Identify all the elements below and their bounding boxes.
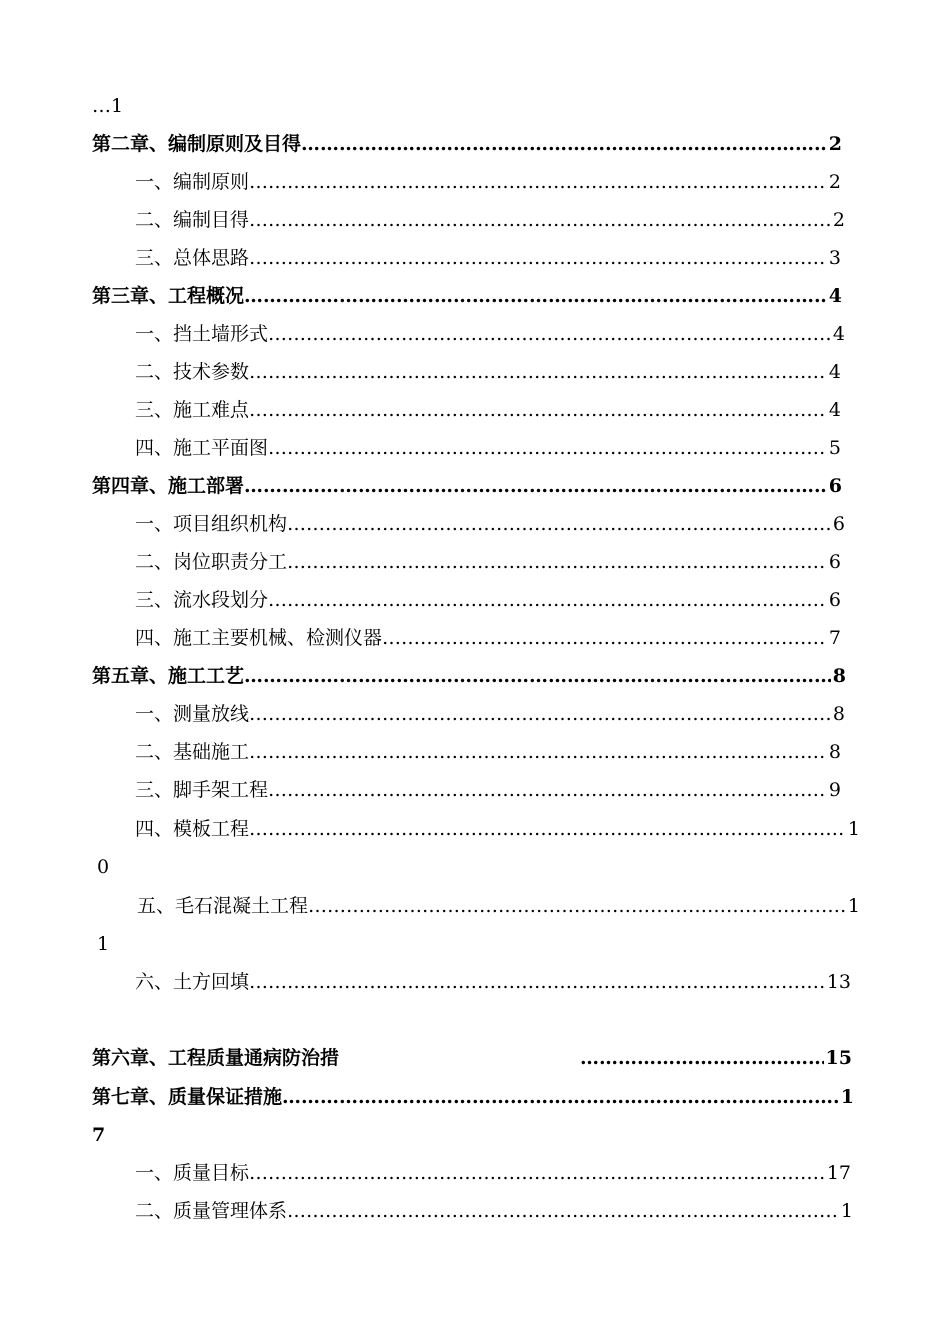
toc-entry-page: 2	[828, 171, 841, 193]
toc-leader-dots	[249, 247, 827, 269]
toc-entry-title: 五、毛石混凝土工程	[137, 895, 309, 917]
toc-entry-page: 4	[828, 361, 841, 383]
toc-entry-section[interactable]	[137, 895, 860, 917]
toc-leader-dots	[249, 361, 827, 383]
toc-entry-section[interactable]	[135, 741, 841, 763]
toc-entry-chapter-3[interactable]	[92, 285, 842, 307]
toc-entry-page: 2	[828, 133, 842, 155]
toc-entry-chapter-7[interactable]	[92, 1086, 854, 1108]
toc-entry-page: 9	[828, 779, 841, 801]
toc-entry-section[interactable]	[135, 247, 841, 269]
toc-entry-title: 六、土方回填	[135, 971, 250, 993]
toc-leader-dots	[244, 475, 827, 497]
toc-entry-page: 6	[832, 513, 845, 535]
toc-entry-page: 1	[847, 895, 860, 917]
toc-leader-dots	[308, 895, 846, 917]
toc-entry-page-wrap: 1	[97, 933, 110, 955]
toc-entry-section[interactable]	[135, 1162, 851, 1184]
toc-entry-title: 第二章、编制原则及目得	[92, 133, 302, 155]
toc-leader-dots	[249, 818, 846, 840]
toc-entry-section[interactable]	[135, 818, 860, 840]
toc-top-fragment: …1	[92, 95, 124, 117]
toc-entry-page: 13	[826, 971, 851, 993]
toc-entry-page: 17	[826, 1162, 851, 1184]
toc-entry-section[interactable]	[135, 971, 851, 993]
toc-entry-section[interactable]	[135, 1200, 853, 1222]
toc-entry-page: 8	[828, 741, 841, 763]
toc-entry-page: 1	[840, 1086, 854, 1108]
toc-entry-page: 2	[832, 209, 845, 231]
toc-leader-dots	[244, 285, 827, 307]
toc-entry-section[interactable]	[135, 703, 845, 725]
toc-entry-chapter-5[interactable]	[92, 665, 846, 687]
toc-entry-title: 一、质量目标	[135, 1162, 250, 1184]
toc-entry-page: 7	[828, 627, 841, 649]
toc-entry-page: 8	[832, 703, 845, 725]
toc-entry-title: 一、测量放线	[135, 703, 250, 725]
toc-leader-dots	[382, 627, 827, 649]
toc-leader-dots	[287, 513, 831, 535]
toc-entry-page: 6	[828, 589, 841, 611]
toc-entry-page: 3	[828, 247, 841, 269]
toc-entry-chapter-4[interactable]	[92, 475, 842, 497]
toc-leader-dots	[249, 703, 831, 725]
toc-entry-page: 4	[828, 399, 841, 421]
toc-entry-title: 三、脚手架工程	[135, 779, 269, 801]
toc-entry-page: 4	[828, 285, 842, 307]
toc-entry-title: 二、编制目得	[135, 209, 250, 231]
toc-entry-title: 第四章、施工部署	[92, 475, 245, 497]
toc-entry-page: 1	[847, 818, 860, 840]
toc-entry-section[interactable]	[135, 437, 841, 459]
toc-leader-dots	[301, 133, 827, 155]
toc-entry-section[interactable]	[135, 399, 841, 421]
toc-leader-dots	[287, 1200, 839, 1222]
toc-entry-section[interactable]	[135, 361, 841, 383]
toc-leader-dots	[244, 665, 831, 687]
toc-entry-page: 5	[828, 437, 841, 459]
toc-entry-title: 三、总体思路	[135, 247, 250, 269]
toc-leader-dots	[287, 551, 827, 573]
toc-entry-page: 6	[828, 475, 842, 497]
toc-entry-chapter-6[interactable]	[92, 1047, 852, 1069]
toc-entry-title: 二、技术参数	[135, 361, 250, 383]
toc-leader-dots	[268, 323, 831, 345]
toc-leader-dots	[268, 779, 827, 801]
toc-entry-section[interactable]	[135, 779, 841, 801]
toc-leader-dots	[249, 1162, 825, 1184]
toc-entry-section[interactable]	[135, 171, 841, 193]
toc-entry-title: 第三章、工程概况	[92, 285, 245, 307]
toc-entry-title: 第六章、工程质量通病防治措	[92, 1047, 340, 1069]
toc-entry-title: 四、模板工程	[135, 818, 250, 840]
toc-entry-title: 第七章、质量保证措施	[92, 1086, 283, 1108]
toc-entry-section[interactable]	[135, 209, 845, 231]
toc-leader-dots	[282, 1086, 839, 1108]
toc-leader-dots	[249, 971, 825, 993]
toc-entry-page: 6	[828, 551, 841, 573]
toc-entry-title: 一、编制原则	[135, 171, 250, 193]
toc-entry-leader	[580, 1047, 852, 1069]
toc-leader-dots	[249, 171, 827, 193]
toc-entry-page: 8	[832, 665, 846, 687]
toc-entry-title: 二、质量管理体系	[135, 1200, 288, 1222]
toc-entry-section[interactable]	[135, 627, 841, 649]
toc-entry-title: 二、基础施工	[135, 741, 250, 763]
toc-entry-title: 四、施工平面图	[135, 437, 269, 459]
toc-entry-page-wrap: 0	[97, 856, 110, 878]
toc-entry-title: 三、施工难点	[135, 399, 250, 421]
toc-leader-dots	[249, 399, 827, 421]
toc-entry-section[interactable]	[135, 589, 841, 611]
toc-leader-dots	[580, 1047, 824, 1069]
toc-entry-page: 1	[840, 1200, 853, 1222]
toc-entry-title: 一、挡土墙形式	[135, 323, 269, 345]
toc-entry-page: 4	[832, 323, 845, 345]
toc-entry-section[interactable]	[135, 551, 841, 573]
toc-leader-dots	[249, 209, 831, 231]
toc-entry-title: 第五章、施工工艺	[92, 665, 245, 687]
toc-entry-chapter-2[interactable]	[92, 133, 842, 155]
toc-entry-section[interactable]	[135, 323, 845, 345]
toc-entry-title: 二、岗位职责分工	[135, 551, 288, 573]
toc-entry-section[interactable]	[135, 513, 845, 535]
toc-leader-dots	[268, 437, 827, 459]
toc-leader-dots	[268, 589, 827, 611]
toc-entry-title: 一、项目组织机构	[135, 513, 288, 535]
toc-entry-title: 四、施工主要机械、检测仪器	[135, 627, 383, 649]
toc-leader-dots	[249, 741, 827, 763]
toc-entry-title: 三、流水段划分	[135, 589, 269, 611]
toc-entry-page: 15	[825, 1047, 852, 1069]
toc-entry-page-wrap: 7	[92, 1124, 106, 1146]
